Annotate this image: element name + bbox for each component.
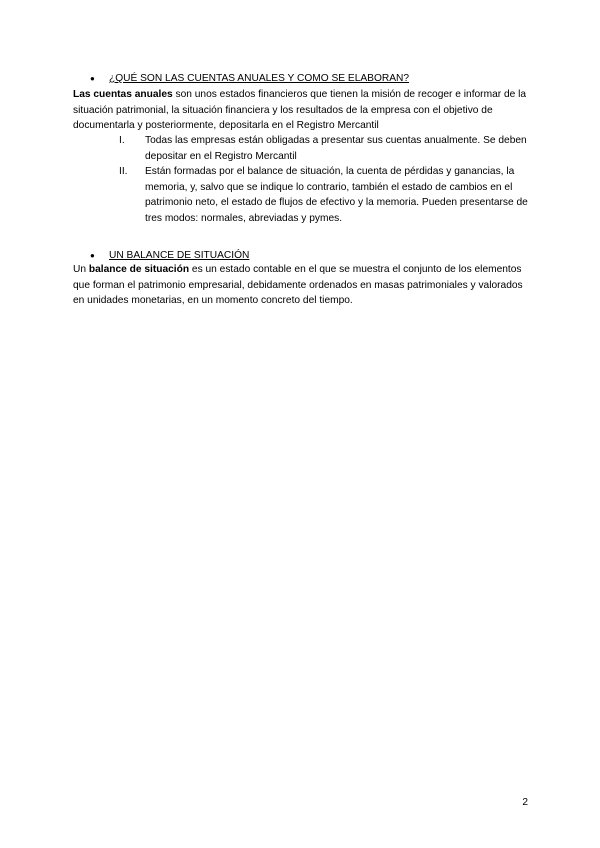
heading-text: UN BALANCE DE SITUACIÓN [109, 250, 250, 261]
list-number: I. [119, 135, 125, 146]
roman-list [73, 133, 533, 226]
list-item [73, 164, 533, 226]
bullet-icon: ● [90, 74, 95, 83]
bold-term: Las cuentas anuales [73, 89, 173, 100]
paragraph-cuentas-anuales [73, 87, 533, 134]
list-item-text: Todas las empresas están obligadas a presentar sus cuentas anualmente. Se deben depositar en el Registro Mercantil [145, 135, 527, 162]
section-heading-cuentas-anuales [90, 72, 409, 86]
paragraph-text: son unos estados financieros que tienen la misión de recoger e informar de la situación patrimonial, la situación financiera y los resultados de la empresa con el objetivo de documentarla y posteriormente, depositarla en el Registro Mercantil [73, 89, 527, 131]
bold-term: balance de situación [88, 264, 190, 275]
paragraph-start: Un [73, 264, 89, 275]
paragraph-text: es un estado contable en el que se muestra el conjunto de los elementos que forman el patrimonio empresarial, debidamente ordenados en masas patrimoniales y valorados en unidades monetarias, en un momento concreto del tiempo. [73, 264, 523, 306]
bullet-icon: ● [90, 251, 95, 260]
page-number: 2 [522, 797, 528, 808]
paragraph-balance [73, 262, 533, 309]
list-number: II. [119, 166, 128, 177]
section-heading-balance [90, 249, 249, 263]
list-item-text: Están formadas por el balance de situación, la cuenta de pérdidas y ganancias, la memoria, y, salvo que se indique lo contrario, también el estado de cambios en el patrimonio neto, el estado de flujos de efectivo y la memoria. Pueden presentarse de tres modos: normales, abreviadas y pymes. [145, 166, 528, 224]
list-item [73, 133, 533, 164]
heading-text: ¿QUÉ SON LAS CUENTAS ANUALES Y COMO SE ELABORAN? [109, 73, 410, 84]
